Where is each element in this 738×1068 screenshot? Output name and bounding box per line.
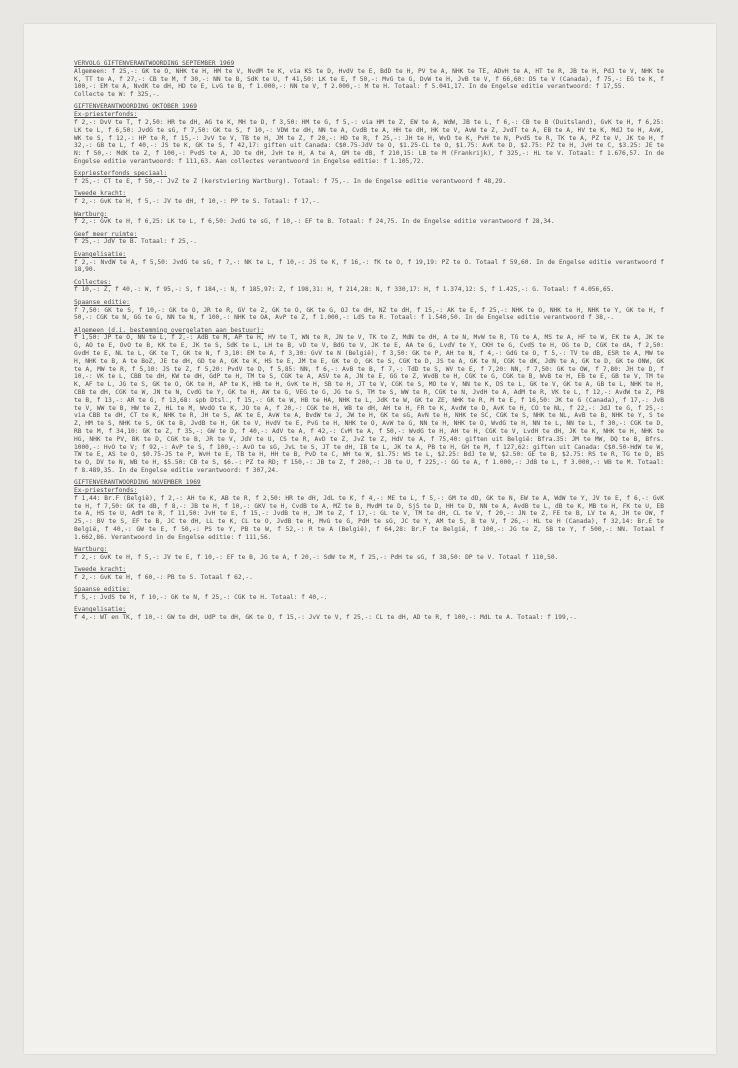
section-text: f 1,50: JP te O, NN te L, f 2,-: AdB te M, AP te H, HV te T, WN te R, JN te V, TK te Z, MdN te dH, A te N, MvW te R, TG te A, MS te A, HF te W, EK te A, JK te G, AO te E, OvO te B, KK te E, JK te S, SdK te L, LH te B, vD te V, BdG te V, JK te E, AA te G, LvdV te Y, CKH te G, CvdS te H, OG te D, CGK te dA, f 2,50: GvdH te E, NL te L, GK te T, GK te N, f 3,10: EM te A, f 3,30: GvV te N (België), f 3,50: GK te P, AH te N, f 4,-: GdG te O, f 5,-: TV te dB, ESR te A, MW te H, NHK te B, A te BoZ, JE te dH, GD te A, GK te K, HS te E, JM te E, GK te O, GK te S, CGK te D, JS te A, GK te N, CGK te dK, JdN te A, GK te D, GK te ONW, GK te A, MW te R, f 5,10: JS te Z, f 5,20: PvdV te D, f 5,85: NN, f 6,-: AvB te B, f 7,-: TdD te S, WV te E, f 7,20: NN, f 7,50: GK te OW, f 7,80: JH te D, f 10,-: VK te L, CBB te dH, KW te dH, GdP te H, TM te S, CGK te A, ASV te A, JN te E, GG te Z, WvdB te H, CGK te G, CGK te B, WvB te H, EB te E, GB te V, TM te K, AF te L, JG te S, GK te O, GK te H, AP te K, HB te H, GvK te H, SB te H, JT te V, CGK te S, MO te V, NN te K, DS te L, GK te V, GK te A, GB te L, NHK te H, CBB te dH, CGK te W, JN te N, CvdG te Y, GK te H, AW te G, VEG te G, JG te S, TM te S, WW te R, CGK te N, JvdH te A, AdM te R, VK te L, f 12,-: AvdW te Z, PB te B, f 13,-: AR te G, f 13,68: spb Dtsl., f 15,-: GK te W, HB te HA, NHK te L, JdK te W, GK te ZE, NHK te R, M te E, f 16,50: JK te G (Canada), f 17,-: JvB te V, WW te B, HW te Z, HL te M, WvdO te K, JO te A, f 20,-: CGK te H, WB te dH, AH te H, FR te K, AvdW te D, AvK te H, CO te NL, f 22,-: JdJ te G, f 25,-: via CBB te dH, CT te K, NHK te R, JH te S, AK te E, AvW te A, BvdW te J, JW te H, GK te sG, AvN te H, NHK te SC, CGK te S, NHK te NL, AvB te B, NHK te Y, S te Z, HM te S, NHK te S, GK te B, JvdB te H, GK te V, HvdV te E, PvG te H, NHK te O, AvW te G, NN te H, NHK te O, WvdG te H, NN te L, NN te L, f 30,-: CGK te D, RB te M, f 34,10: GK te Z, f 35,-: GW te D, f 40,-: AdV te A, f 42,-: CvM te A, f 50,-: WvdG te H, AH te H, CGK te V, LvdH te dH, JK te K, NHK te H, NHK te HG, NHK te PV, BK te D, CGK te B, JR te V, JdV te U, CS te R, AvD te Z, JvZ te Z, HdV te A, f 75,40: giften uit België: Bfra.35: JM te MW, DQ te B, Bfrs. 1000,-: HvO te V; f 92,-: AvP te S, f 100,-: AvO te sG, JvL te S, JT te dH, IB te L, JK te A, PB te H, GH te M, f 127,62: giften uit Canada: C$0.50-HdW te W, TW te E, AS te O, $0.75-JS te P, WvH te E, TB te H, HH te B, PvD te C, WH te W, $1.75: WS te L, $2.25: BdJ te W, $2.50: GE te B, $2.75: RS te R, TG te D, BS te O, DV te N, WB te H, $5.50: CB te S, $6.-: PZ te RD; f 150,-: JB te Z, f 200,-: JB te U, f 225,-: GG te A, f 1.000,-: JdB te L, f 3.000,-: WB te M. Totaal: f 8.489,35. In de Engelse editie verantwoord: f 307,24. — [74, 334, 664, 474]
section-nov-spanish — [74, 586, 664, 602]
section-nov-ex-priest — [74, 479, 664, 541]
section-heading: GIFTENVERANTWOORDING NOVEMBER 1969 — [74, 479, 201, 487]
section-text: f 1,44: Br.F (België), f 2,-: AH te K, AB te R, f 2,50: HR te dH, JdL te K, f 4,-: ME te L, f 5,-: GM te dD, GK te N, EW te A, WdW te Y, JV te E, f 6,-: GvK te H, f 7,50: GK te dB, f 8,-: JB te H, f 10,-: GKV te H, CvdB te A, MZ te B, MvdM te D, SjS te D, HH te D, NN te A, AvdB te L, dB te K, MB te H, FK te U, EB te A, HS te U, AdM te R, f 11,50: JvH te E, f 15,-: JvdB te H, JM te Z, f 17,-: GL te V, TM te dH, CL te V, f 20,-: JN te Z, FE te B, LV te A, JH te OW, f 25,-: BV te S, EF te B, JC te dH, LL te K, CL te O, JvdB te H, MvG te G, PdH te sG, JC te Y, AM te S, B te V, f 26,-: HL te H (Canada), f 32,14: Br.E te België, f 40,-: GW te E, f 50,-: PS te Y, PB te W, f 52,-: R te A (België), f 64,28: Br.F te België, f 100,-: JG te Z, SB te Y, f 500,-: NN. Totaal f 1.662,86. Verantwoord in de Engelse editie: f 111,56. — [74, 494, 664, 541]
section-text: f 5,-: JvdS te H, f 10,-: GK te N, f 25,-: CGK te H. Totaal: f 40,-. — [74, 594, 328, 602]
section-heading: Evangelisatie: — [74, 606, 127, 614]
section-text: f 25,-: JdV te B. Totaal: f 25,-. — [74, 238, 197, 246]
section-oct-more-room — [74, 231, 664, 247]
section-text: f 25,-: CT te E, f 50,-: JvZ te Z (kerstviering Wartburg). Totaal: f 75,-. In de Engelse editie verantwoord f 48,29. — [74, 178, 507, 186]
section-oct-second-force — [74, 190, 664, 206]
section-oct-special — [74, 170, 664, 186]
section-heading: Expriesterfonds speciaal: — [74, 170, 168, 178]
section-heading: Tweede kracht: — [74, 566, 127, 574]
section-text: f 10,-: Z, f 40,-: W, f 95,-: S, f 184,-: N, f 185,97: Z, f 198,31: H, f 214,28: N, f 330,17: H, f 1.374,12: S, f 1.425,-: G. Totaal: f 4.056,65. — [74, 286, 615, 294]
paper-sheet — [24, 24, 716, 1054]
section-oct-wartburg — [74, 211, 664, 227]
section-text: f 2,-: DvV te T, f 2,50: HR te dH, AG te K, MH te D, f 3,50: HM te G, f 5,-: via HM te Z, EW te A, WdW, JB te L, f 6,-: CB te B (Duitsland), GvK te H, f 6,25: LK te L, f 6,50: JvdG te sG, f 7,50: GK te S, f 10,-: VDW te dH, NN te A, CvdB te A, HH te dH, HK te V, AvW te Z, JvdT te A, EB te A, HV te K, MdJ te H, AvW, WK te S, f 12,-: HP te R, f 15,-: JvV te V, TB te H, JM te Z, f 20,-: HD te R, f 25,-: JH te H, WvD te K, PvH te N, PvdS te R, TK te A, PZ te V, JK te H, f 32,-: GB te L, f 40,-: JS te K, GK te S, f 42,17: giften uit Canada: C$0.75-JdV te O, $1.25-CL te O, $1.75: AvK te D, $2.75: PZ te H, JvH te C, $3.25: JE te N: f 50,-: MdK te Z, f 100,-: PvdS te A, JD te dH, JvH te H, A te A, GM te dB, f 210,15: LB te M (Frankrijk), f 325,-: HL te V. Totaal: f 1.676,57. In de Engelse editie verantwoord: f 111,63. Aan collectes verantwoord in Engelse editie: f 1.105,72. — [74, 119, 664, 166]
section-text: f 4,-: WT en TK, f 10,-: GW te dH, UdP te dH, GK te O, f 15,-: JvV te V, f 25,-: CL te dH, AD te R, f 100,-: MdL te A. Totaal: f 199,-. — [74, 614, 577, 622]
section-text: Algemeen: f 25,-: GK te O, NHK te H, HM te V, NvdM te K, via KS te D, HvdV te E, BdD te H, PV te A, NHK te TE, ADvH te A, HT te R, JB te H, PdJ te V, NHK te K, TT te A, f 27,-: CB te M, f 30,-: NN te B, SdK te U, f 41,50: LK te E, f 50,-: MvG te G, DvW te H, JvB te V, f 66,60: DS te V (Canada), f 75,-: EG te K, f 100,-: EM te A, NvdK te dH, HD te E, LvG te B, f 1.000,-: NN te V, f 2.000,-: M te H. Totaal: f 5.041,17. In de Engelse editie verantwoord: f 17,55. Collecte te W: f 325,-. — [74, 67, 664, 99]
section-text: f 2,-: GvK te H, f 60,-: PB te S. Totaal f 62,-. — [74, 574, 253, 582]
section-heading: Collectes: — [74, 278, 112, 286]
section-oct-general — [74, 327, 664, 475]
section-heading: GIFTENVERANTWOORDING OKTOBER 1969 — [74, 103, 197, 111]
section-text: f 2,-: GvK te H, f 5,-: JV te E, f 10,-: EF te B, JG te A, f 20,-: SdW te M, f 25,-: PdH te sG, f 38,50: DP te V. Totaal f 110,50. — [74, 553, 559, 561]
section-heading: Evangelisatie: — [74, 250, 127, 258]
section-oct-ex-priest — [74, 103, 664, 165]
section-oct-spanish — [74, 299, 664, 322]
section-nov-second-force — [74, 566, 664, 582]
section-heading: Wartburg: — [74, 210, 108, 218]
section-text: f 2,-: GvK te H, f 6,25: LK te L, f 6,50: JvdG te sG, f 10,-: EF te B. Totaal: f 24,75. In de Engelse editie verantwoord f 28,34. — [74, 218, 555, 226]
section-heading: Spaanse editie: — [74, 298, 130, 306]
section-subheading: Ex-priesterfonds: — [74, 487, 138, 495]
section-text: f 2,-: NvdW te A, f 5,50: JvdG te sG, f 7,-: NK te L, f 10,-: JS te K, f 16,-: fK te O, f 19,19: PZ te O. Totaal f 59,60. In de Engelse editie verantwoord f 18,90. — [74, 258, 664, 274]
section-heading: Spaanse editie: — [74, 586, 130, 594]
section-subheading: Ex-priesterfonds: — [74, 111, 138, 119]
section-heading: VERVOLG GIFTENVERANTWOORDING SEPTEMBER 1969 — [74, 60, 235, 67]
section-nov-wartburg — [74, 546, 664, 562]
section-oct-collections — [74, 279, 664, 295]
section-heading: Tweede kracht: — [74, 190, 127, 198]
section-nov-evangelism — [74, 606, 664, 622]
section-heading: Algemeen (d.i. bestemming overgelaten aan bestuur): — [74, 326, 264, 334]
section-text: f 7,50: GK te S, f 10,-: GK te O, JR te R, GV te Z, GK te O, GK te G, OJ te dH, NZ te dH, f 15,-: AK te E, f 25,-: NHK te O, NHK te H, NHK te Y, GK te H, f 50,-: CGK te N, GG te G, NN te N, f 100,-: NHK te OA, AvP te Z, f 1.000,-: LdS te R. Totaal: f 1.540,50. In de Engelse editie verantwoord f 38,-. — [74, 306, 664, 322]
section-sept-general — [74, 60, 664, 99]
section-text: f 2,-: GvK te H, f 5,-: JV te dH, f 10,-: PP te S. Totaal: f 17,-. — [74, 198, 320, 206]
section-heading: Wartburg: — [74, 546, 108, 554]
section-oct-evangelism — [74, 251, 664, 274]
document-body — [74, 60, 664, 1034]
section-heading: Geef meer ruimte: — [74, 230, 138, 238]
